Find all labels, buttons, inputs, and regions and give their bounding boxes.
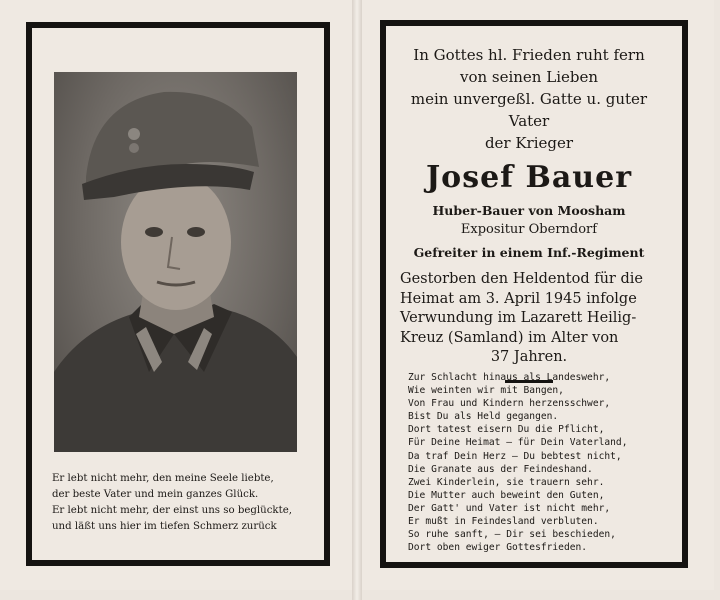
intro-line: der Krieger (484, 134, 574, 152)
death-line: Heimat am 3. April 1945 infolge (400, 290, 637, 307)
death-line: Gestorben den Heldentod für die (400, 271, 643, 287)
verse-line: Er lebt nicht mehr, den meine Seele liebte, (52, 473, 274, 484)
soldier-portrait-photo (54, 72, 297, 452)
poem-line: Dort tatest eisern Du die Pflicht, (408, 424, 605, 436)
parish-name: Expositur Oberndorf (460, 222, 598, 237)
memorial-verse (52, 471, 308, 535)
intro-line: In Gottes hl. Frieden ruht fern (413, 46, 645, 64)
poem-line: Der Gatt' und Vater ist nicht mehr, (408, 502, 611, 514)
death-line: 37 Jahren. (490, 349, 568, 365)
poem-line: Von Frau und Kindern herzensschwer, (408, 398, 611, 410)
verse-line: und läßt uns hier im tiefen Schmerz zurück (52, 521, 277, 532)
poem-line: Wie weinten wir mit Bangen, (408, 385, 564, 397)
obituary-text (400, 44, 658, 395)
deceased-name: Josef Bauer (425, 160, 633, 195)
memorial-poem (408, 371, 658, 554)
poem-line: Die Mutter auch beweint den Guten, (408, 489, 605, 501)
soldier-portrait-illustration (54, 72, 297, 452)
farm-name: Huber-Bauer von Moosham (432, 203, 626, 218)
poem-line: Er mußt in Feindesland verbluten. (408, 516, 599, 528)
poem-line: Zur Schlacht hinaus als Landeswehr, (408, 372, 611, 383)
poem-line: Die Granate aus der Feindeshand. (408, 463, 593, 475)
death-notice (400, 270, 658, 368)
military-rank: Gefreiter in einem Inf.-Regiment (413, 245, 645, 260)
poem-line: Für Deine Heimat — für Dein Vaterland, (408, 437, 628, 449)
verse-line: der beste Vater und mein ganzes Glück. (52, 489, 259, 500)
poem-line: Da traf Dein Herz — Du bebtest nicht, (408, 450, 622, 462)
verse-line: Er lebt nicht mehr, der einst uns so beglückte, (52, 505, 292, 516)
left-card (0, 0, 352, 590)
intro-line: mein unvergeßl. Gatte u. guter Vater (410, 90, 648, 130)
right-card (362, 0, 714, 590)
poem-line: So ruhe sanft, — Dir sei beschieden, (408, 529, 616, 541)
poem-line: Bist Du als Held gegangen. (408, 411, 559, 423)
death-line: Verwundung im Lazarett Heilig- (400, 310, 637, 326)
poem-line: Zwei Kinderlein, sie trauern sehr. (408, 476, 605, 488)
death-line: Kreuz (Samland) im Alter von (400, 329, 619, 346)
card-fold (352, 0, 362, 600)
intro-line: von seinen Lieben (459, 68, 599, 86)
poem-line: Dort oben ewiger Gottesfrieden. (408, 542, 588, 554)
